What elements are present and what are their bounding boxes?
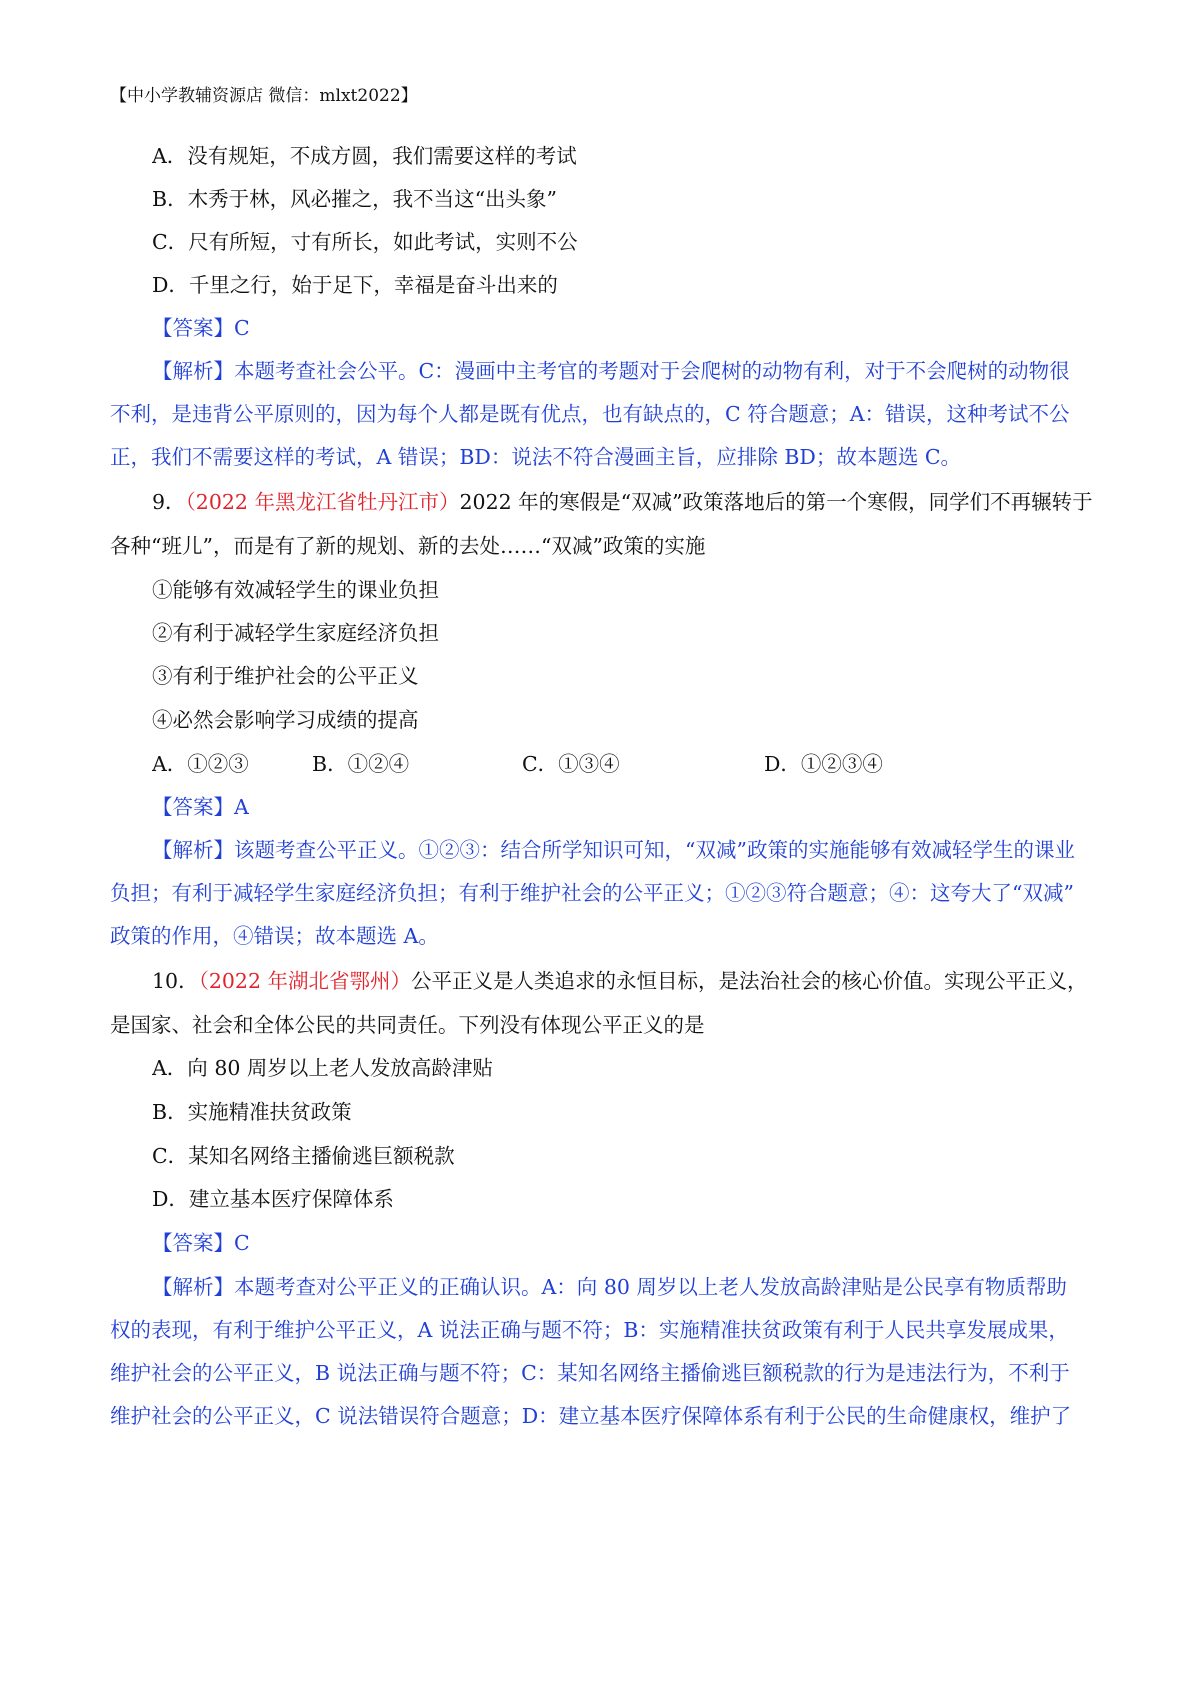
q9-answer: 【答案】A [152, 795, 249, 819]
q9-analysis-line-3: 政策的作用，④错误；故本题选 A。 [110, 924, 439, 948]
q9-statement-3: ③有利于维护社会的公平正义 [152, 664, 419, 688]
q8-option-b: B．木秀于林，风必摧之，我不当这“出头象” [152, 187, 558, 211]
q9-statement-1: ①能够有效减轻学生的课业负担 [152, 578, 439, 602]
q10-analysis-line-1: 【解析】本题考查对公平正义的正确认识。A：向 80 周岁以上老人发放高龄津贴是公民享有物质帮助 [152, 1275, 1067, 1299]
q9-choices [152, 749, 1100, 779]
q8-option-a: A．没有规矩，不成方圆，我们需要这样的考试 [152, 144, 577, 168]
q10-analysis-line-3: 维护社会的公平正义，B 说法正确与题不符；C：某知名网络主播偷逃巨额税款的行为是违法行为，不利于 [110, 1361, 1070, 1385]
q8-option-c: C．尺有所短，寸有所长，如此考试，实则不公 [152, 230, 578, 254]
q9-statement-4: ④必然会影响学习成绩的提高 [152, 708, 419, 732]
q8-answer: 【答案】C [152, 316, 250, 340]
q8-analysis-line-1: 【解析】本题考查社会公平。C：漫画中主考官的考题对于会爬树的动物有利，对于不会爬树的动物很 [152, 359, 1070, 383]
q10-option-b: B．实施精准扶贫政策 [152, 1100, 352, 1124]
q8-analysis-line-3: 正，我们不需要这样的考试，A 错误；BD：说法不符合漫画主旨，应排除 BD；故本题选 C。 [110, 445, 962, 469]
q9-source: （2022 年黑龙江省牡丹江市） [185, 490, 460, 514]
q10-analysis-line-4: 维护社会的公平正义，C 说法错误符合题意；D：建立基本医疗保障体系有利于公民的生命健康权，维护了 [110, 1404, 1072, 1428]
q9-analysis-line-1: 【解析】该题考查公平正义。①②③：结合所学知识可知，“双减”政策的实施能够有效减轻学生的课业 [152, 838, 1075, 862]
q9-number: 9． [152, 490, 186, 514]
q9-choice-c: C．①③④ [522, 752, 620, 776]
q8-option-d: D．千里之行，始于足下，幸福是奋斗出来的 [152, 273, 558, 297]
q9-stem-line-1 [152, 487, 1100, 517]
q10-option-d: D．建立基本医疗保障体系 [152, 1187, 394, 1211]
q10-number: 10． [152, 969, 199, 993]
q10-stem-text: 公平正义是人类追求的永恒目标，是法治社会的核心价值。实现公平正义， [411, 969, 1088, 993]
q10-stem-line-2: 是国家、社会和全体公民的共同责任。下列没有体现公平正义的是 [110, 1013, 705, 1037]
q10-source: （2022 年湖北省鄂州） [198, 969, 412, 993]
q10-stem-line-1 [152, 966, 1100, 996]
q10-answer: 【答案】C [152, 1231, 250, 1255]
q8-analysis-line-2: 不利，是违背公平原则的，因为每个人都是既有优点，也有缺点的，C 符合题意；A：错误，这种考试不公 [110, 402, 1070, 426]
q9-choice-b: B．①②④ [312, 752, 410, 776]
q9-stem-line-2: 各种“班儿”，而是有了新的规划、新的去处……“双减”政策的实施 [110, 534, 706, 558]
q9-analysis-line-2: 负担；有利于减轻学生家庭经济负担；有利于维护社会的公平正义；①②③符合题意；④：这夸大了“双减” [110, 881, 1074, 905]
q10-option-a: A．向 80 周岁以上老人发放高龄津贴 [152, 1056, 493, 1080]
q10-option-c: C．某知名网络主播偷逃巨额税款 [152, 1144, 455, 1168]
q9-stem-text: 2022 年的寒假是“双减”政策落地后的第一个寒假，同学们不再辗转于 [459, 490, 1093, 514]
page-header: 【中小学教辅资源店 微信：mlxt2022】 [110, 86, 418, 106]
q10-analysis-line-2: 权的表现，有利于维护公平正义，A 说法正确与题不符；B：实施精准扶贫政策有利于人民共享发展成果， [110, 1318, 1069, 1342]
q9-choice-a: A．①②③ [152, 752, 249, 776]
q9-statement-2: ②有利于减轻学生家庭经济负担 [152, 621, 439, 645]
q9-choice-d: D．①②③④ [764, 752, 883, 776]
